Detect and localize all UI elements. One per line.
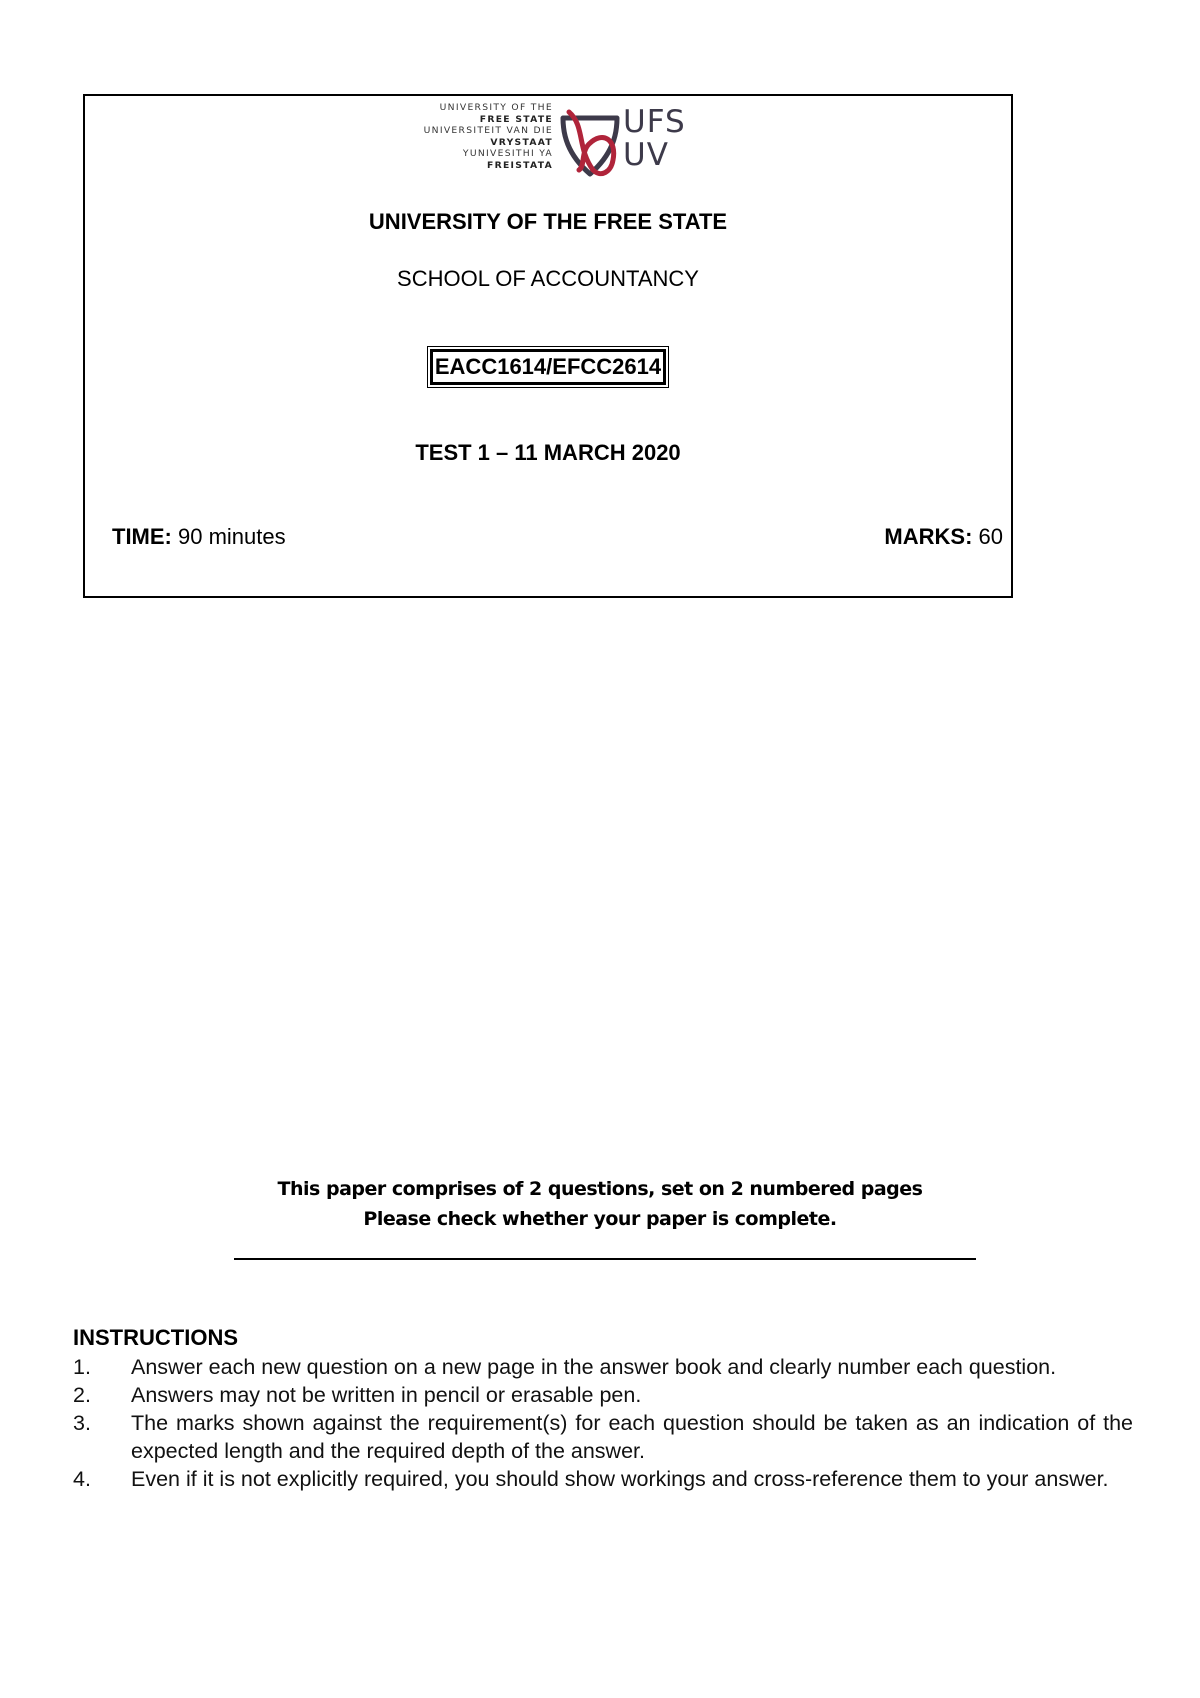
- instruction-number: 3.: [73, 1411, 91, 1435]
- instruction-item: [73, 1381, 1133, 1409]
- module-code-wrapper: [83, 349, 1013, 385]
- logo-word-line: FREE STATE: [479, 113, 553, 125]
- total-marks: [884, 524, 1003, 550]
- logo-word-line: FREISTATA: [487, 159, 553, 171]
- logo-wordmark: [424, 102, 553, 172]
- instruction-item: [73, 1465, 1133, 1493]
- paper-notice-line-2: Please check whether your paper is complete.: [363, 1208, 837, 1230]
- instruction-item: [73, 1409, 1133, 1465]
- university-logo: [405, 100, 695, 182]
- time-value: 90 minutes: [171, 524, 286, 549]
- logo-word-line: UNIVERSITEIT VAN DIE: [423, 125, 553, 137]
- instruction-number: 2.: [73, 1383, 91, 1407]
- logo-abbreviation: [623, 106, 686, 172]
- marks-value: 60: [972, 524, 1003, 549]
- school-name: SCHOOL OF ACCOUNTANCY: [397, 266, 699, 291]
- instruction-number: 1.: [73, 1355, 91, 1379]
- instruction-number: 4.: [73, 1467, 91, 1491]
- logo-word-line: YUNIVESITHI YA: [462, 148, 553, 160]
- module-code: EACC1614/EFCC2614: [430, 349, 666, 385]
- instructions-list: [73, 1353, 1133, 1493]
- marks-label: MARKS:: [884, 524, 973, 549]
- separator-rule: [234, 1258, 976, 1260]
- logo-abbr-bottom: UV: [623, 137, 669, 173]
- logo-word-line: UNIVERSITY OF THE: [439, 102, 553, 113]
- time-allowed: [112, 524, 286, 550]
- logo-abbr-top: UFS: [623, 104, 686, 140]
- ufs-emblem-icon: [555, 104, 625, 180]
- university-name: UNIVERSITY OF THE FREE STATE: [368, 209, 728, 234]
- instruction-item: [73, 1353, 1133, 1381]
- instruction-text: Answers may not be written in pencil or erasable pen.: [131, 1383, 642, 1407]
- time-label: TIME:: [112, 524, 172, 549]
- instruction-text: The marks shown against the requirement(s) for each question should be taken as an indication of the expected length and the required depth of the answer.: [131, 1411, 1133, 1463]
- instructions-title: INSTRUCTIONS: [73, 1325, 238, 1350]
- logo-word-line: VRYSTAAT: [490, 136, 553, 148]
- instruction-text: Answer each new question on a new page in the answer book and clearly number each question.: [131, 1355, 1057, 1379]
- paper-notice-line-1: This paper comprises of 2 questions, set on 2 numbered pages: [277, 1178, 923, 1200]
- instruction-text: Even if it is not explicitly required, you should show workings and cross-reference them to your answer.: [131, 1467, 1109, 1491]
- test-title: TEST 1 – 11 MARCH 2020: [415, 440, 681, 465]
